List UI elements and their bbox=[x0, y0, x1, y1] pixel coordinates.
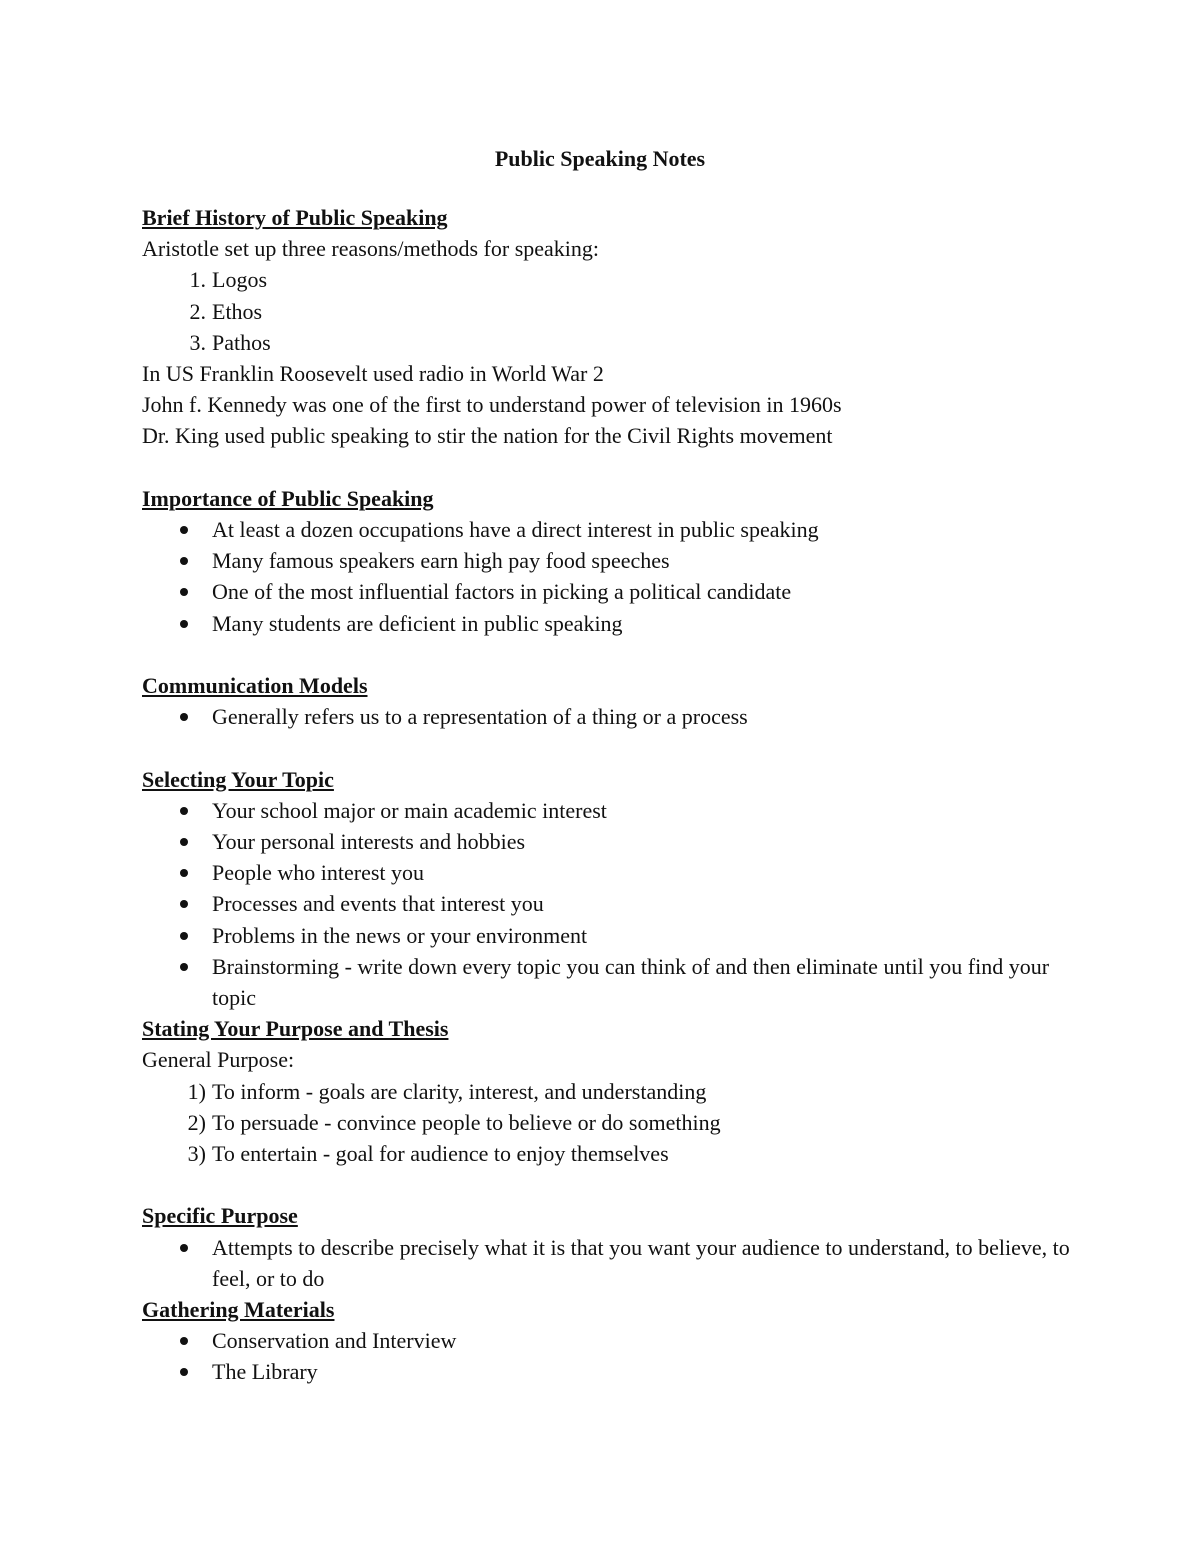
history-intro: Aristotle set up three reasons/methods for speaking: bbox=[142, 236, 600, 262]
list-item-text: At least a dozen occupations have a direct interest in public speaking bbox=[212, 517, 819, 543]
list-item bbox=[142, 1138, 1072, 1169]
list-item bbox=[142, 296, 1072, 327]
bullet-icon bbox=[180, 932, 188, 940]
list-item bbox=[142, 826, 1072, 857]
spacer bbox=[142, 732, 1072, 763]
section-heading-materials: Gathering Materials bbox=[142, 1297, 335, 1323]
list-item bbox=[142, 795, 1072, 826]
bullet-icon bbox=[180, 838, 188, 846]
list-item-text: People who interest you bbox=[212, 860, 425, 886]
history-line: John f. Kennedy was one of the first to understand power of television in 1960s bbox=[142, 392, 842, 418]
list-number: 3. bbox=[189, 329, 206, 355]
spacer bbox=[142, 639, 1072, 670]
list-item-text: To entertain - goal for audience to enjoy themselves bbox=[212, 1141, 669, 1167]
list-item-text: Many students are deficient in public speaking bbox=[212, 610, 623, 636]
bullet-icon bbox=[180, 557, 188, 565]
list-item bbox=[142, 608, 1072, 639]
list-item bbox=[142, 1356, 1072, 1387]
section-heading-specific: Specific Purpose bbox=[142, 1203, 298, 1229]
list-item-text: One of the most influential factors in picking a political candidate bbox=[212, 579, 792, 605]
list-item-text: Logos bbox=[212, 267, 267, 293]
list-number: 3) bbox=[187, 1141, 206, 1167]
list-number: 1) bbox=[187, 1078, 206, 1104]
list-item-text: Many famous speakers earn high pay food speeches bbox=[212, 548, 670, 574]
list-number: 2) bbox=[187, 1109, 206, 1135]
section-heading-topic: Selecting Your Topic bbox=[142, 766, 334, 792]
bullet-icon bbox=[180, 1244, 188, 1252]
bullet-icon bbox=[180, 900, 188, 908]
list-item-text: Processes and events that interest you bbox=[212, 891, 544, 917]
list-item-text: Problems in the news or your environment bbox=[212, 922, 588, 948]
list-item bbox=[142, 701, 1072, 732]
section-heading-importance: Importance of Public Speaking bbox=[142, 485, 434, 511]
history-line: In US Franklin Roosevelt used radio in World War 2 bbox=[142, 361, 604, 387]
purpose-intro: General Purpose: bbox=[142, 1047, 295, 1073]
bullet-icon bbox=[180, 620, 188, 628]
document-title: Public Speaking Notes bbox=[494, 146, 706, 171]
list-item-text: Generally refers us to a representation of a thing or a process bbox=[212, 704, 748, 730]
list-item-text: The Library bbox=[212, 1359, 318, 1385]
list-item bbox=[142, 1325, 1072, 1356]
list-item bbox=[142, 951, 1072, 1013]
section-heading-models: Communication Models bbox=[142, 673, 368, 699]
list-item-text: Your school major or main academic interest bbox=[212, 797, 607, 823]
list-item bbox=[142, 576, 1072, 607]
bullet-icon bbox=[180, 526, 188, 534]
list-item-text: To inform - goals are clarity, interest, and understanding bbox=[212, 1078, 707, 1104]
list-item bbox=[142, 514, 1072, 545]
document-body bbox=[142, 202, 1072, 1388]
bullet-icon bbox=[180, 1368, 188, 1376]
list-item bbox=[142, 888, 1072, 919]
spacer bbox=[142, 452, 1072, 483]
list-item bbox=[142, 327, 1072, 358]
list-item-text: Conservation and Interview bbox=[212, 1328, 457, 1354]
history-line: Dr. King used public speaking to stir the nation for the Civil Rights movement bbox=[142, 423, 833, 449]
list-number: 1. bbox=[189, 267, 206, 293]
list-item bbox=[142, 857, 1072, 888]
list-item-text: Ethos bbox=[212, 298, 263, 324]
list-item bbox=[142, 1107, 1072, 1138]
bullet-icon bbox=[180, 713, 188, 721]
list-item bbox=[142, 264, 1072, 295]
section-heading-history: Brief History of Public Speaking bbox=[142, 205, 448, 230]
bullet-icon bbox=[180, 869, 188, 877]
list-item bbox=[142, 920, 1072, 951]
spacer bbox=[142, 1169, 1072, 1200]
bullet-icon bbox=[180, 1337, 188, 1345]
list-item-text: Pathos bbox=[212, 329, 271, 355]
section-heading-purpose: Stating Your Purpose and Thesis bbox=[142, 1016, 449, 1042]
list-item-text: To persuade - convince people to believe or do something bbox=[212, 1109, 721, 1135]
bullet-icon bbox=[180, 588, 188, 596]
list-item-text: Brainstorming - write down every topic you can think of and then eliminate until you find your topic bbox=[212, 953, 1050, 1011]
list-item bbox=[142, 545, 1072, 576]
list-item bbox=[142, 1076, 1072, 1107]
bullet-icon bbox=[180, 807, 188, 815]
bullet-icon bbox=[180, 963, 188, 971]
list-item-text: Your personal interests and hobbies bbox=[212, 829, 526, 855]
list-item bbox=[142, 1232, 1072, 1294]
list-item-text: Attempts to describe precisely what it is that you want your audience to understand, to believe, to feel, or to do bbox=[212, 1234, 1070, 1291]
list-number: 2. bbox=[189, 298, 206, 324]
